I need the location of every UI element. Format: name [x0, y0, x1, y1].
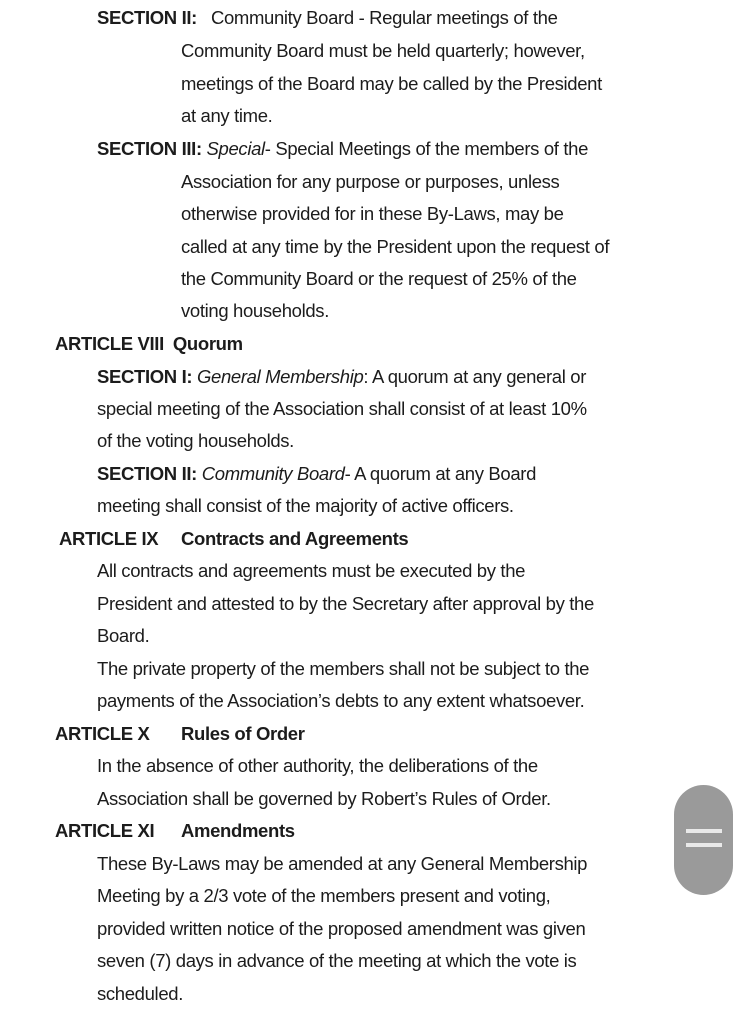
section-heading-line — [97, 366, 586, 388]
article-heading — [55, 333, 243, 355]
article-title: Amendments — [181, 820, 295, 841]
article-title: Quorum — [172, 333, 243, 354]
article-text: seven (7) days in advance of the meeting at which the vote is — [97, 950, 577, 971]
section-text: of the voting households. — [97, 430, 294, 451]
article-heading — [55, 820, 295, 842]
scroll-handle[interactable] — [674, 785, 733, 895]
section-text: - Special Meetings of the members of the — [264, 138, 589, 159]
article-title: Contracts and Agreements — [181, 528, 409, 549]
section-label: SECTION I: — [97, 366, 193, 387]
section-text: meeting shall consist of the majority of active officers. — [97, 495, 514, 516]
section-text: voting households. — [181, 300, 329, 321]
section-text: otherwise provided for in these By-Laws, may be — [181, 203, 564, 224]
section-heading-line — [97, 463, 536, 485]
article-text: The private property of the members shall not be subject to the — [97, 658, 590, 679]
section-text: special meeting of the Association shall consist of at least 10% — [97, 398, 587, 419]
article-text: payments of the Association’s debts to any extent whatsoever. — [97, 690, 585, 711]
article-heading — [59, 528, 409, 550]
section-title-italic: Community Board — [201, 463, 345, 484]
article-text: All contracts and agreements must be executed by the — [97, 560, 526, 581]
section-label: SECTION II: — [97, 463, 197, 484]
article-number: ARTICLE IX — [59, 528, 159, 549]
section-text: Community Board - Regular meetings of the — [210, 7, 558, 28]
article-heading — [55, 723, 305, 745]
article-text: Board. — [97, 625, 150, 646]
article-text: provided written notice of the proposed amendment was given — [97, 918, 586, 939]
article-number: ARTICLE VIII — [55, 333, 164, 354]
article-text: These By-Laws may be amended at any General Membership — [97, 853, 588, 874]
section-text: meetings of the Board may be called by the President — [181, 73, 602, 94]
article-number: ARTICLE XI — [55, 820, 155, 841]
section-heading-line — [97, 138, 588, 160]
article-title: Rules of Order — [181, 723, 305, 744]
article-text: scheduled. — [97, 983, 183, 1004]
section-text: - A quorum at any Board — [344, 463, 537, 484]
section-label: SECTION III: — [97, 138, 202, 159]
article-text: Association shall be governed by Robert’s Rules of Order. — [97, 788, 551, 809]
section-label: SECTION II: — [97, 7, 197, 28]
section-text: Association for any purpose or purposes, unless — [181, 171, 560, 192]
section-text: Community Board must be held quarterly; however, — [181, 40, 585, 61]
section-title-italic: General Membership — [196, 366, 364, 387]
section-text: called at any time by the President upon the request of — [181, 236, 610, 257]
article-text: In the absence of other authority, the deliberations of the — [97, 755, 538, 776]
article-text: President and attested to by the Secretary after approval by the — [97, 593, 594, 614]
section-title-italic: Special — [206, 138, 265, 159]
article-text: Meeting by a 2/3 vote of the members present and voting, — [97, 885, 551, 906]
section-text: : A quorum at any general or — [363, 366, 587, 387]
article-number: ARTICLE X — [55, 723, 150, 744]
section-text: the Community Board or the request of 25% of the — [181, 268, 577, 289]
section-text: at any time. — [181, 105, 273, 126]
section-heading-line — [97, 7, 558, 29]
